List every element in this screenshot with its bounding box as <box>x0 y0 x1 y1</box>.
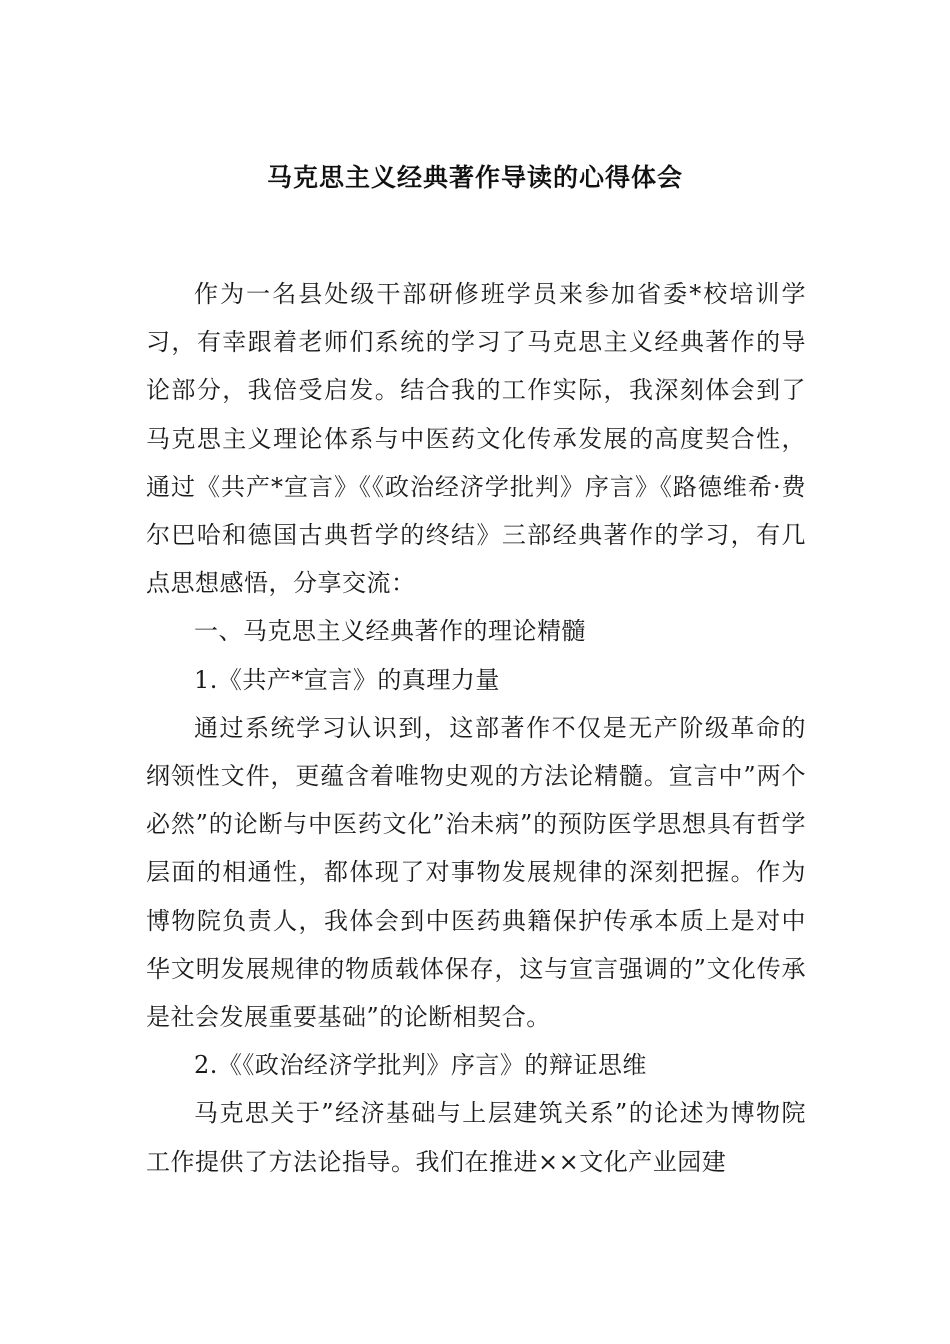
subsection-heading: 1.《共产*宣言》的真理力量 <box>194 665 500 694</box>
subsection-heading: 2.《《政治经济学批判》序言》的辩证思维 <box>194 1051 647 1080</box>
intro-paragraph: 作为一名县处级干部研修班学员来参加省委*校培训学习，有幸跟着老师们系统的学习了马克思主义经典著作的导论部分，我倍受启发。结合我的工作实际，我深刻体会到了马克思主义理论体系与中医药文化传承发展的高度契合性，通过《共产*宣言》《《政治经济学批判》序言》《路德维希·费尔巴哈和德国古典哲学的终结》三部经典著作的学习，有几点思想感悟，分享交流： <box>146 280 806 598</box>
body-paragraph: 马克思关于”经济基础与上层建筑关系”的论述为博物院工作提供了方法论指导。我们在推进××文化产业园建 <box>146 1099 806 1176</box>
section-heading: 一、马克思主义经典著作的理论精髓 <box>194 617 586 646</box>
document-title: 马克思主义经典著作导读的心得体会 <box>266 163 683 192</box>
document-body <box>146 270 806 1186</box>
body-paragraph: 通过系统学习认识到，这部著作不仅是无产阶级革命的纲领性文件，更蕴含着唯物史观的方法论精髓。宣言中”两个必然”的论断与中医药文化”治未病”的预防医学思想具有哲学层面的相通性，都体现了对事物发展规律的深刻把握。作为博物院负责人，我体会到中医药典籍保护传承本质上是对中华文明发展规律的物质载体保存，这与宣言强调的”文化传承是社会发展重要基础”的论断相契合。 <box>146 713 806 1032</box>
